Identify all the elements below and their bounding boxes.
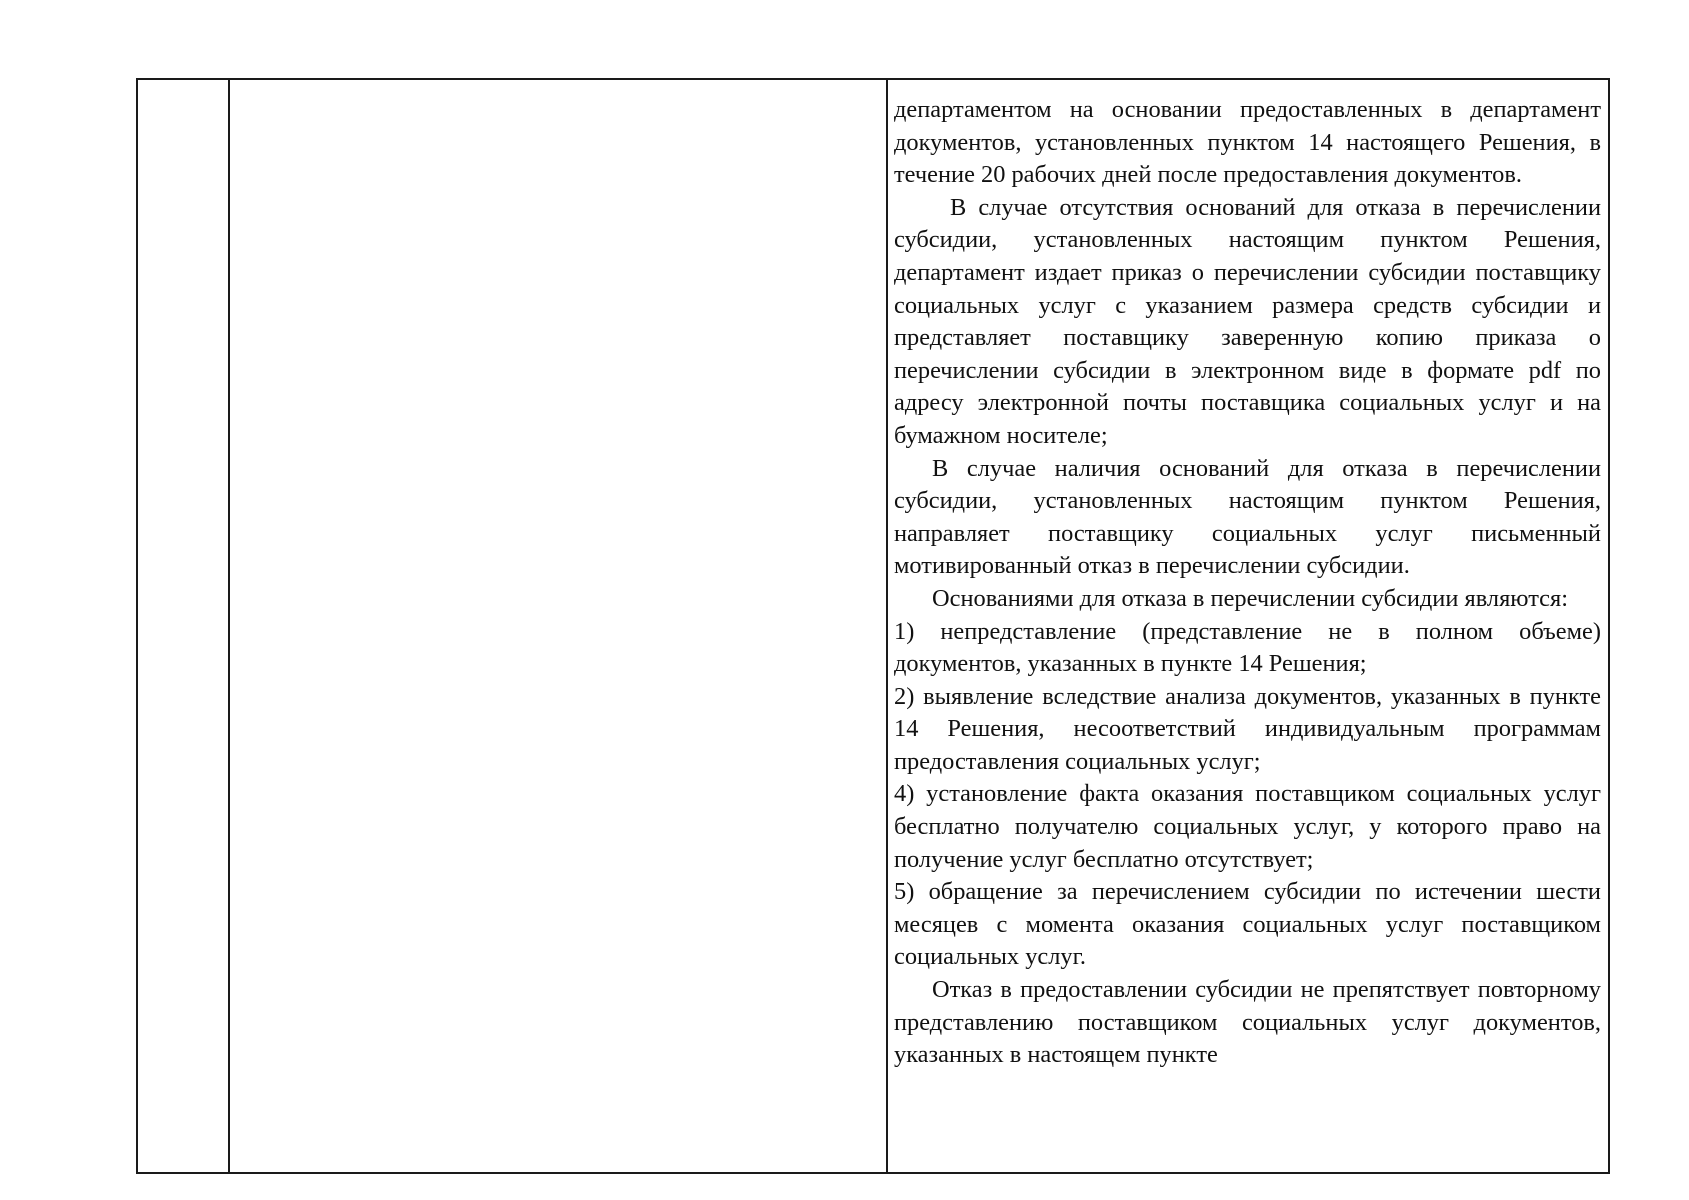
paragraph: В случае отсутствия оснований для отказа в перечислении субсидии, установленных настоящим пунктом Решения, департамент издает приказ о перечислении субсидии поставщику социальных услуг с указанием размера средств субсидии и представляет поставщику заверенную копию приказа о перечислении субсидии в электронном виде в формате pdf по адресу электронной почты поставщика социальных услуг и на бумажном носителе; [894, 193, 1601, 449]
number-column-cell [137, 79, 229, 1173]
list-item: 2) выявление вследствие анализа документов, указанных в пункте 14 Решения, несоответствий индивидуальным программам предоставления социальных услуг; [894, 682, 1601, 775]
table-row [137, 79, 1609, 1173]
list-item: 1) непредставление (представление не в полном объеме) документов, указанных в пункте 14 Решения; [894, 617, 1601, 678]
name-column-cell [229, 79, 887, 1173]
document-table [136, 78, 1610, 1174]
paragraph: Отказ в предоставлении субсидии не препятствует повторному представлению поставщиком социальных услуг документов, указанных в настоящем пункте [894, 976, 1601, 1069]
content-column-cell [887, 79, 1609, 1173]
list-item: 5) обращение за перечислением субсидии по истечении шести месяцев с момента оказания социальных услуг поставщиком социальных услуг. [894, 878, 1601, 971]
paragraph: Основаниями для отказа в перечислении субсидии являются: [932, 584, 1568, 612]
paragraph: В случае наличия оснований для отказа в перечислении субсидии, установленных настоящим пунктом Решения, направляет поставщику социальных услуг письменный мотивированный отказ в перечислении субсидии. [894, 454, 1601, 580]
paragraph: департаментом на основании предоставленных в департамент документов, установленных пунктом 14 настоящего Решения, в течение 20 рабочих дней после предоставления документов. [894, 96, 1601, 189]
list-item: 4) установление факта оказания поставщиком социальных услуг бесплатно получателю социальных услуг, у которого право на получение услуг бесплатно отсутствует; [894, 780, 1601, 873]
